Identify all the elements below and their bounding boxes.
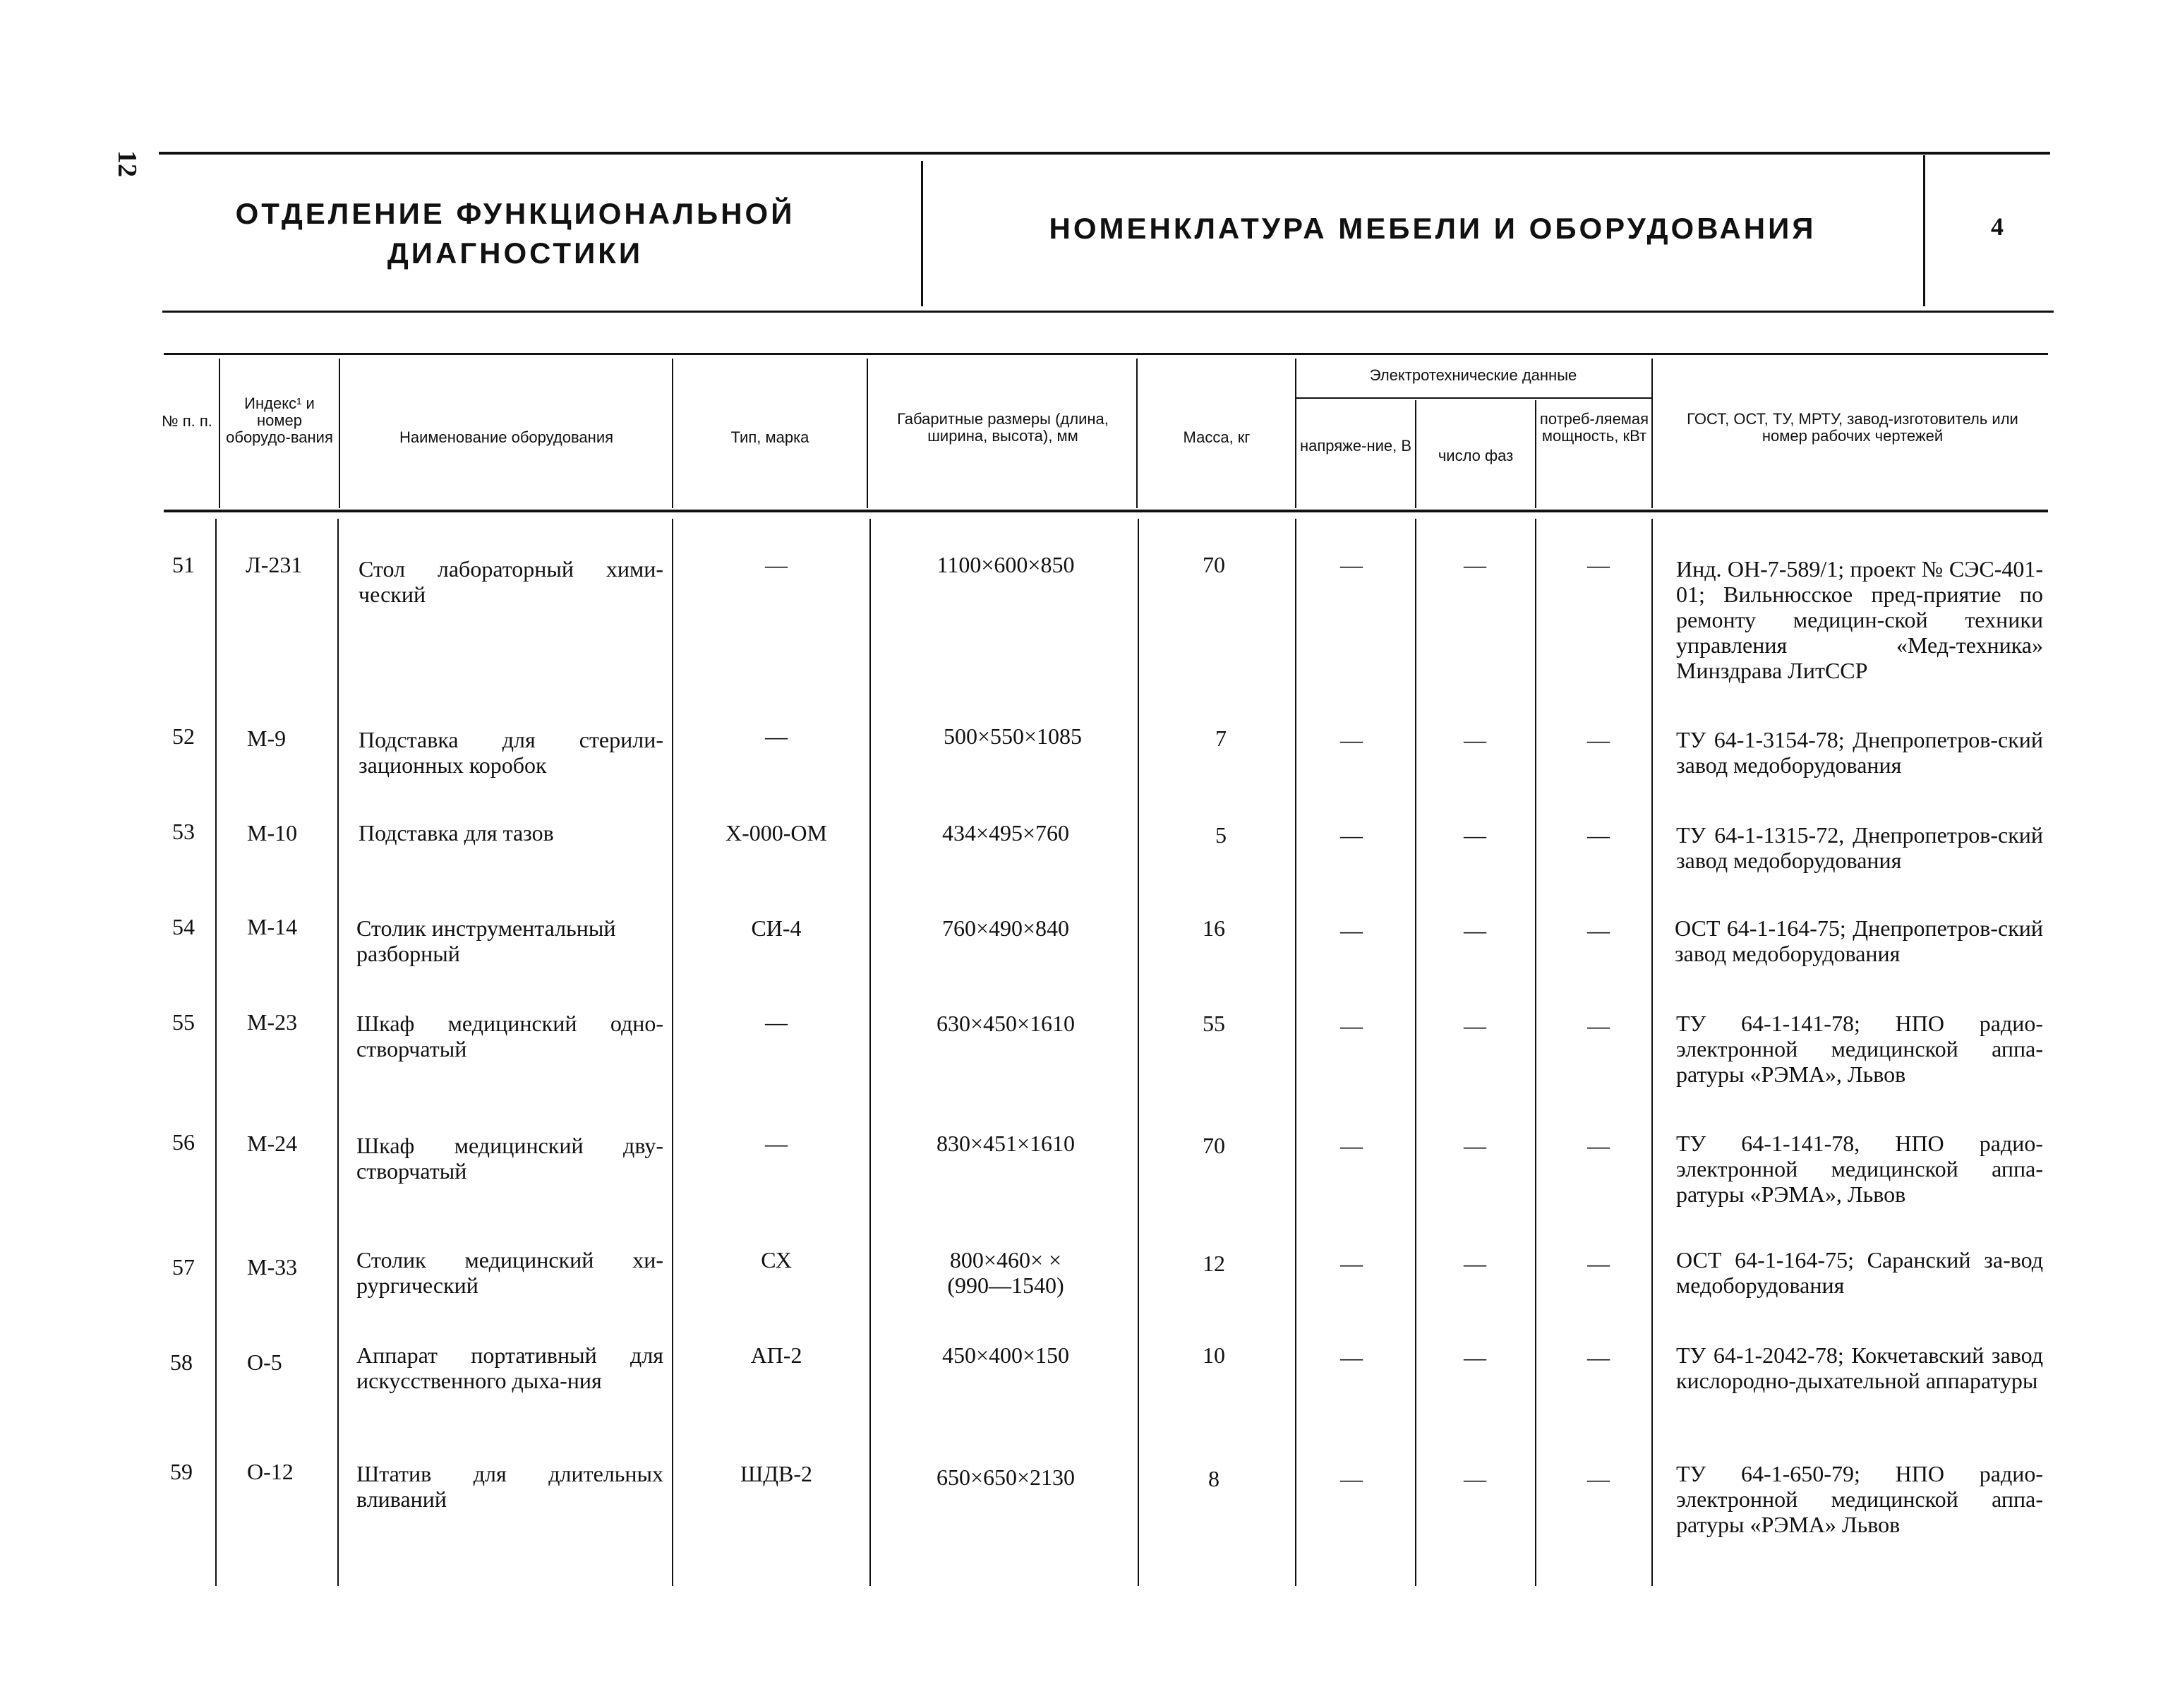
header-power: потреб-ляемая мощность, кВт xyxy=(1539,410,1649,445)
table-row-power: — xyxy=(1587,1251,1610,1276)
table-row-dims: 630×450×1610 xyxy=(936,1011,1076,1036)
col-sep-4 xyxy=(867,359,868,508)
table-row-voltage: — xyxy=(1340,918,1363,943)
table-row-phases: — xyxy=(1464,1466,1486,1491)
table-row-gost: ТУ 64-1-1315-72, Днепропетров-ский завод медоборудования xyxy=(1676,822,2043,873)
body-sep-2 xyxy=(337,519,339,1586)
table-row-phases: — xyxy=(1464,918,1486,943)
body-sep-5 xyxy=(1138,519,1139,1586)
table-row-mass: 16 xyxy=(1203,915,1225,941)
col-sep-9 xyxy=(1651,359,1653,508)
table-row-num: 59 xyxy=(170,1459,193,1484)
department-title: ОТДЕЛЕНИЕ ФУНКЦИОНАЛЬНОЙ ДИАГНОСТИКИ xyxy=(235,197,795,270)
table-row-gost: ТУ 64-1-141-78; НПО радио-электронной медицинской аппа-ратуры «РЭМА», Львов xyxy=(1676,1011,2043,1087)
table-row-mass: 70 xyxy=(1203,552,1225,577)
table-row-index: М-24 xyxy=(247,1131,298,1156)
table-row-phases: — xyxy=(1464,552,1486,577)
table-row-dims: 650×650×2130 xyxy=(936,1465,1076,1490)
table-row-gost: ТУ 64-1-3154-78; Днепропетров-ский завод медоборудования xyxy=(1676,727,2043,778)
table-row-name: Подставка для стерили-зационных коробок xyxy=(359,727,663,778)
table-row-type: Х-000-ОМ xyxy=(725,820,827,846)
header-bottom-rule xyxy=(162,311,2054,313)
table-row-type: ШДВ-2 xyxy=(740,1461,813,1486)
col-sep-8 xyxy=(1535,400,1536,508)
table-row-phases: — xyxy=(1464,822,1486,848)
table-row-voltage: — xyxy=(1340,1466,1363,1491)
header-phases: число фаз xyxy=(1438,447,1514,464)
table-row-power: — xyxy=(1587,552,1610,577)
table-row-index: М-14 xyxy=(247,914,298,939)
table-row-dims: 450×400×150 xyxy=(941,1342,1070,1368)
col-sep-7 xyxy=(1415,400,1416,508)
table-row-dims: 800×460× × (990—1540) xyxy=(947,1247,1064,1298)
page-number: 12 xyxy=(112,150,142,177)
table-row-num: 54 xyxy=(172,914,195,939)
table-row-phases: — xyxy=(1464,1013,1486,1038)
table-row-index: Л-231 xyxy=(246,552,303,577)
table-row-num: 53 xyxy=(172,819,195,844)
table-row-num: 58 xyxy=(170,1349,193,1375)
table-row-phases: — xyxy=(1464,727,1486,752)
table-row-dims: 1100×600×850 xyxy=(937,552,1075,577)
body-sep-3 xyxy=(672,519,673,1586)
table-row-index: О-5 xyxy=(247,1349,282,1375)
table-row-num: 57 xyxy=(172,1254,195,1280)
header-voltage: напряже-ние, В xyxy=(1299,437,1412,455)
table-row-voltage: — xyxy=(1340,1133,1363,1158)
table-row-voltage: — xyxy=(1340,1251,1363,1276)
table-row-type: — xyxy=(765,723,788,749)
body-sep-6 xyxy=(1295,519,1296,1586)
table-row-type: — xyxy=(765,1131,788,1156)
table-row-num: 55 xyxy=(172,1009,195,1035)
table-row-type: СХ xyxy=(761,1247,792,1273)
table-row-mass: 7 xyxy=(1215,726,1227,751)
table-row-index: М-9 xyxy=(247,726,287,751)
table-row-voltage: — xyxy=(1340,552,1363,577)
table-row-mass: 12 xyxy=(1203,1251,1225,1276)
table-row-power: — xyxy=(1587,918,1610,943)
col-sep-5 xyxy=(1136,359,1138,508)
table-row-name: Шкаф медицинский дву-створчатый xyxy=(356,1133,663,1184)
table-row-num: 56 xyxy=(172,1129,195,1155)
table-row-index: О-12 xyxy=(247,1459,294,1484)
body-sep-7 xyxy=(1415,519,1416,1586)
table-row-power: — xyxy=(1587,1466,1610,1491)
table-row-mass: 5 xyxy=(1215,822,1227,848)
table-row-type: — xyxy=(765,552,788,577)
header-type: Тип, марка xyxy=(730,428,809,446)
header-index: Индекс¹ и номер оборудо-вания xyxy=(226,395,333,446)
table-row-index: М-10 xyxy=(247,820,298,846)
col-sep-2 xyxy=(339,359,340,508)
table-row-name: Столик медицинский хи-рургический xyxy=(356,1247,663,1298)
table-row-voltage: — xyxy=(1340,727,1363,752)
table-row-dims: 830×451×1610 xyxy=(936,1131,1076,1156)
table-row-mass: 55 xyxy=(1203,1011,1225,1036)
table-row-index: М-23 xyxy=(247,1009,298,1035)
table-row-dims: 760×490×840 xyxy=(941,915,1070,941)
body-sep-9 xyxy=(1651,519,1653,1586)
table-head-rule xyxy=(164,510,2048,512)
body-sep-8 xyxy=(1535,519,1536,1586)
header-mass: Масса, кг xyxy=(1183,428,1251,446)
table-row-voltage: — xyxy=(1340,1345,1363,1370)
table-row-dims: 500×550×1085 xyxy=(943,723,1083,749)
section-number: 4 xyxy=(1991,212,2004,241)
table-row-phases: — xyxy=(1464,1345,1486,1370)
table-row-name: Подставка для тазов xyxy=(359,820,554,846)
table-row-power: — xyxy=(1587,1133,1610,1158)
table-row-phases: — xyxy=(1464,1251,1486,1276)
table-top-rule xyxy=(164,353,2048,355)
table-row-power: — xyxy=(1587,1013,1610,1038)
table-row-name: Шкаф медицинский одно-створчатый xyxy=(356,1011,663,1062)
electro-sub-rule xyxy=(1295,397,1651,399)
table-row-power: — xyxy=(1587,822,1610,848)
header-dims: Габаритные размеры (длина, ширина, высота), мм xyxy=(897,410,1109,445)
table-row-name: Стол лабораторный хими-ческий xyxy=(359,556,663,607)
table-row-gost: ТУ 64-1-650-79; НПО радио-электронной медицинской аппа-ратуры «РЭМА» Львов xyxy=(1676,1461,2043,1537)
col-sep-1 xyxy=(219,359,220,508)
table-row-name: Аппарат портативный для искусственного дыха-ния xyxy=(356,1342,663,1393)
table-row-voltage: — xyxy=(1340,1013,1363,1038)
table-row-gost: ТУ 64-1-2042-78; Кокчетавский завод кислородно-дыхательной аппаратуры xyxy=(1676,1342,2043,1393)
col-sep-6 xyxy=(1295,359,1296,508)
body-sep-4 xyxy=(869,519,871,1586)
table-row-name: Штатив для длительных вливаний xyxy=(356,1461,663,1512)
top-rule xyxy=(159,152,2050,155)
header-electro: Электротехнические данные xyxy=(1369,366,1577,384)
table-row-mass: 10 xyxy=(1203,1342,1225,1368)
table-row-gost: ОСТ 64-1-164-75; Днепропетров-ский завод медоборудования xyxy=(1675,915,2043,966)
table-row-power: — xyxy=(1587,1345,1610,1370)
table-row-dims: 434×495×760 xyxy=(941,820,1070,846)
table-row-phases: — xyxy=(1464,1133,1486,1158)
header-name: Наименование оборудования xyxy=(399,428,614,446)
table-row-num: 51 xyxy=(172,552,195,577)
col-sep-3 xyxy=(672,359,673,508)
section-title: НОМЕНКЛАТУРА МЕБЕЛИ И ОБОРУДОВАНИЯ xyxy=(1049,212,1817,245)
table-row-name: Столик инструментальный разборный xyxy=(356,915,616,966)
header-num: № п. п. xyxy=(162,412,212,430)
table-row-type: СИ-4 xyxy=(751,915,802,941)
table-row-mass: 8 xyxy=(1208,1466,1220,1491)
table-row-gost: ТУ 64-1-141-78, НПО радио-электронной медицинской аппа-ратуры «РЭМА», Львов xyxy=(1676,1131,2043,1207)
table-row-gost: ОСТ 64-1-164-75; Саранский за-вод медоборудования xyxy=(1676,1247,2043,1298)
table-row-gost: Инд. ОН-7-589/1; проект № СЭС-401-01; Вильнюсское пред-приятие по ремонту медицин-ской техники управления «Мед-техника» Минздрава ЛитССР xyxy=(1676,556,2043,683)
table-row-type: — xyxy=(765,1009,788,1035)
body-sep-1 xyxy=(215,519,217,1586)
header-gost: ГОСТ, ОСТ, ТУ, МРТУ, завод-изготовитель или номер рабочих чертежей xyxy=(1687,410,2018,445)
title-divider-1 xyxy=(921,161,923,306)
table-row-index: М-33 xyxy=(247,1254,298,1280)
table-row-voltage: — xyxy=(1340,822,1363,848)
table-row-mass: 70 xyxy=(1203,1133,1225,1158)
table-row-power: — xyxy=(1587,727,1610,752)
table-row-num: 52 xyxy=(172,723,195,749)
table-row-type: АП-2 xyxy=(750,1342,802,1368)
